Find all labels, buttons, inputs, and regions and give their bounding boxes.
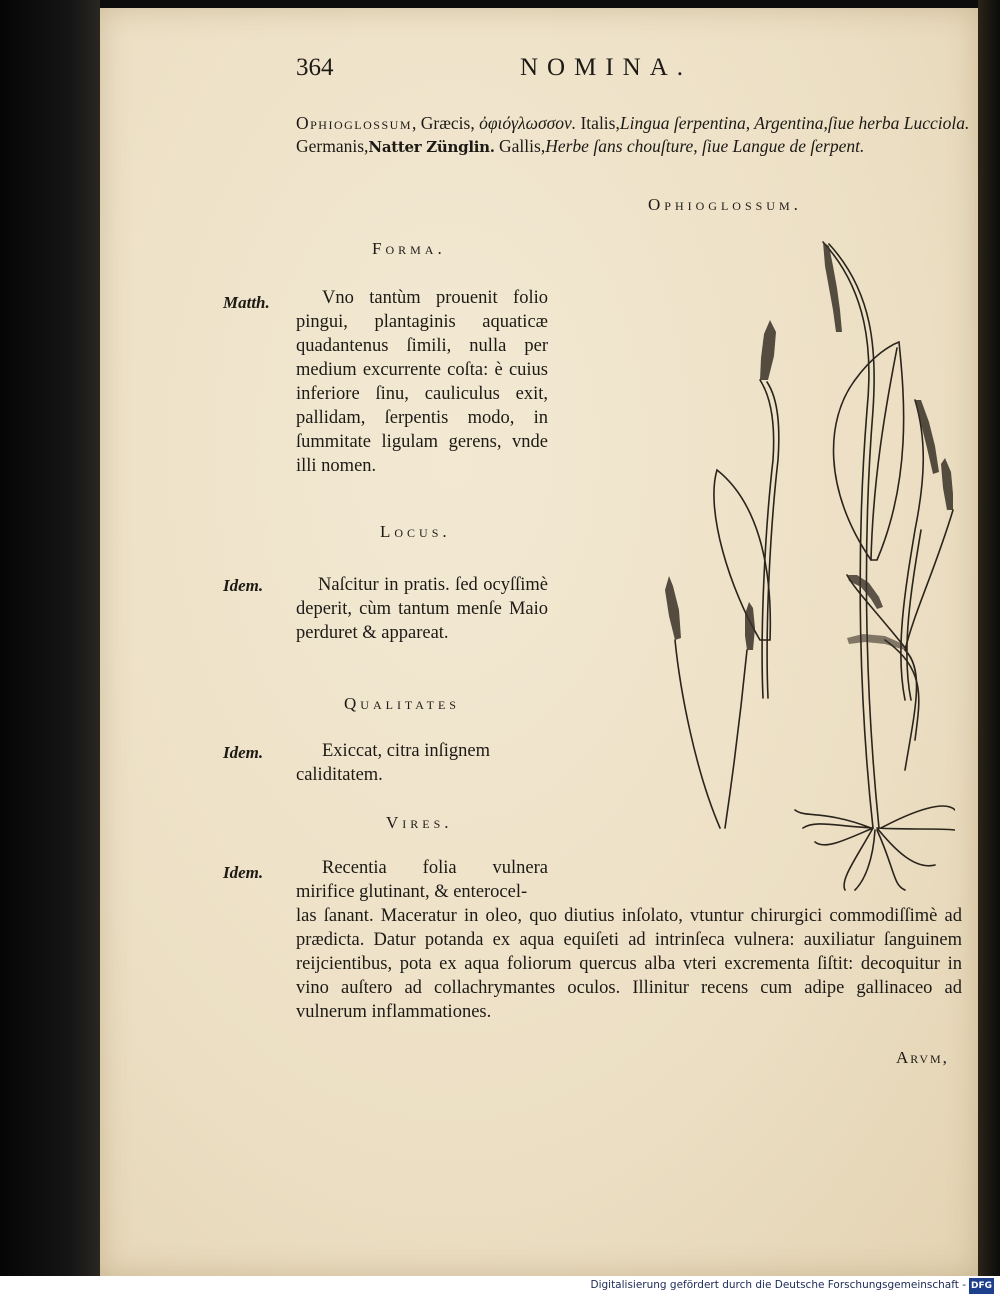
- french-names: Herbe ſans chouſture, ſiue Langue de ſerpent.: [545, 136, 865, 156]
- germanis-label: Germanis,: [296, 136, 369, 156]
- running-head: NOMINA.: [520, 54, 693, 81]
- margin-note-locus: Idem.: [223, 576, 264, 595]
- ophioglossum-woodcut-illustration: [555, 230, 955, 900]
- page-number: 364: [296, 54, 334, 81]
- dfg-logo: DFG: [969, 1278, 994, 1294]
- greek-name: ὀφιόγλωσσον.: [479, 113, 577, 133]
- funding-notice: Digitalisierung gefördert durch die Deutsche Forschungsgemeinschaft -: [590, 1279, 966, 1291]
- italis-label: Italis,: [576, 113, 620, 133]
- section-text-qualitates: Exiccat, citra inſignem caliditatem.: [296, 741, 490, 785]
- section-heading-forma: Forma.: [372, 239, 446, 258]
- german-name: Natter Zünglin.: [368, 138, 495, 156]
- margin-note-vires: Idem.: [223, 863, 264, 882]
- margin-note-qualitates: Idem.: [223, 743, 264, 762]
- book-page: [100, 8, 978, 1276]
- greek-label: , Græcis,: [412, 113, 480, 133]
- plant-name: Ophioglossum: [296, 113, 412, 133]
- nomina-paragraph: [296, 112, 976, 159]
- scan-right-edge: [978, 0, 1000, 1297]
- catchword: Arvm,: [896, 1048, 949, 1067]
- section-heading-locus: Locus.: [380, 522, 451, 541]
- section-heading-qualitates: Qualitates: [344, 694, 460, 713]
- section-heading-vires: Vires.: [386, 813, 453, 832]
- vires-text-wide: las ſanant. Maceratur in oleo, quo diutius inſolato, vtuntur chirurgici commodiſſimè ad prædicta. Datur potanda ex aqua equiſeti ad intrinſeca vulnera: auxiliatur ſanguinem reijcientibus, pota ex aqua foliorum quercus alba vteri excrementa ſiſtit: decoquitur in vino auſtero ad collachrymantes oculos. Illinitur recens cum adipe gallinaceo ad vulnerum inflammationes.: [296, 906, 962, 1022]
- margin-note-forma: Matth.: [223, 293, 270, 312]
- vires-text-narrow: Recentia folia vulnera mirifice glutinant, & enterocel-: [296, 858, 548, 902]
- italian-names: Lingua ſerpentina, Argentina,ſiue herba Lucciola.: [619, 113, 970, 133]
- figure-caption: Ophioglossum.: [648, 195, 802, 214]
- section-text-forma: Vno tantùm prouenit folio pingui, plantaginis aquaticæ quadantenus ſimili, nulla per medium excurrente coſta: è cuius inferiore ſinu, cauliculus exit, pallidam, ſerpentis modo, in ſummitate ligulam gerens, vnde illi nomen.: [296, 288, 548, 476]
- footer-bar: [0, 1276, 1000, 1297]
- section-text-locus: Naſcitur in pratis. ſed ocyſſimè deperit, cùm tantum menſe Maio perduret & appareat.: [296, 575, 548, 643]
- scan-dark-border: [0, 0, 100, 1297]
- gallis-label: Gallis,: [494, 136, 546, 156]
